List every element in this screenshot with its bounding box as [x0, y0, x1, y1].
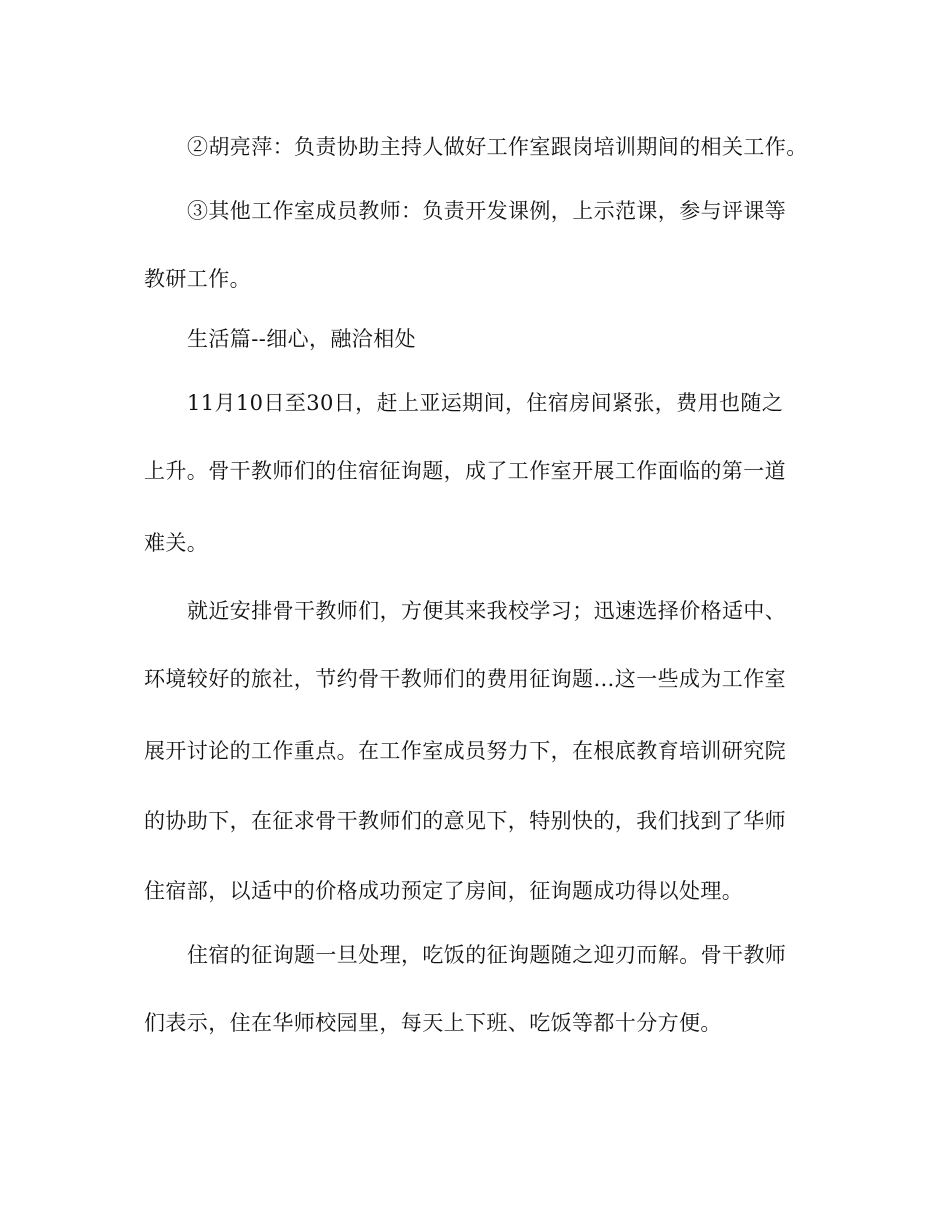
text-line: 们表示，住在华师校园里，每天上下班、吃饭等都十分方便。 — [144, 1011, 722, 1035]
text-line: 展开讨论的工作重点。在工作室成员努力下，在根底教育培训研究院 — [144, 739, 786, 763]
text-line: 环境较好的旅社，节约骨干教师们的费用征询题…这一些成为工作室 — [144, 667, 786, 691]
text-line: 住宿的征询题一旦处理，吃饭的征询题随之迎刃而解。骨干教师 — [187, 943, 787, 967]
text-line: ②胡亮萍：负责协助主持人做好工作室跟岗培训期间的相关工作。 — [187, 135, 808, 159]
text-line: ③其他工作室成员教师：负责开发课例，上示范课，参与评课等 — [187, 199, 787, 223]
text-line: 11月10日至30日，赶上亚运期间，住宿房间紧张，费用也随之 — [187, 391, 784, 415]
text-line: 难关。 — [144, 531, 209, 555]
text-line: 就近安排骨干教师们，方便其来我校学习；迅速选择价格适中、 — [187, 599, 787, 623]
text-line: 住宿部，以适中的价格成功预定了房间，征询题成功得以处理。 — [144, 879, 744, 903]
text-line: 上升。骨干教师们的住宿征询题，成了工作室开展工作面临的第一道 — [144, 459, 786, 483]
text-line: 的协助下，在征求骨干教师们的意见下，特别快的，我们找到了华师 — [144, 809, 786, 833]
section-heading: 生活篇--细心，融洽相处 — [187, 327, 416, 351]
text-line: 教研工作。 — [144, 267, 251, 291]
